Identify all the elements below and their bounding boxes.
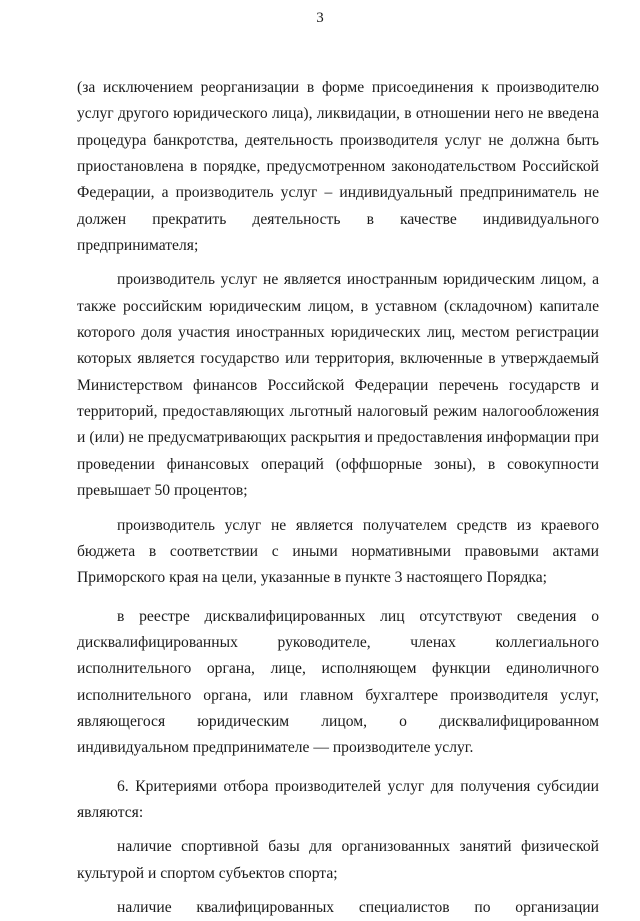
paragraph-foreign-entity: производитель услуг не является иностранным юридическим лицом, а также российским юридическим лицом, в уставном (складочном) капитале которого доля участия иностранных юридических лиц, местом регистрации которых является государство или территория, включенные в утверждаемый Министерством финансов Российской Федерации перечень государств и территорий, предоставляющих льготный налоговый режим налогообложения и (или) не предусматривающих раскрытия и предоставления информации при проведении финансовых операций (оффшорные зоны), в совокупности превышает 50 процентов; bbox=[77, 271, 599, 500]
page-number: 3 bbox=[316, 10, 324, 26]
paragraph-sports-base: наличие спортивной базы для организованных занятий физической культурой и спортом субъектов спорта; bbox=[77, 838, 599, 882]
paragraph-budget-funds: производитель услуг не является получателем средств из краевого бюджета в соответствии с иными нормативными правовыми актами Приморского края на цели, указанные в пункте 3 настоящего Порядка; bbox=[77, 516, 599, 587]
paragraph-disqualified-registry: в реестре дисквалифицированных лиц отсутствуют сведения о дисквалифицированных руководителе, членах коллегиального исполнительного органа, лице, исполняющем функции единоличного исполнительного органа, или главном бухгалтере производителя услуг, являющегося юридическим лицом, о дисквалифицированном индивидуальном предпринимателе — производителе услуг. bbox=[77, 607, 599, 757]
paragraph-continuation: (за исключением реорганизации в форме присоединения к производителю услуг другого юридического лица), ликвидации, в отношении него не введена процедура банкротства, деятельность производителя услуг не должна быть приостановлена в порядке, предусмотренном законодательством Российской Федерации, а производитель услуг – индивидуальный предприниматель не должен прекратить деятельность в качестве индивидуального предпринимателя; bbox=[77, 79, 599, 255]
document-body bbox=[77, 75, 599, 921]
paragraph-selection-criteria: 6. Критериями отбора производителей услуг для получения субсидии являются: bbox=[77, 777, 599, 821]
paragraph-qualified-specialists: наличие квалифицированных специалистов по организации bbox=[117, 898, 599, 916]
